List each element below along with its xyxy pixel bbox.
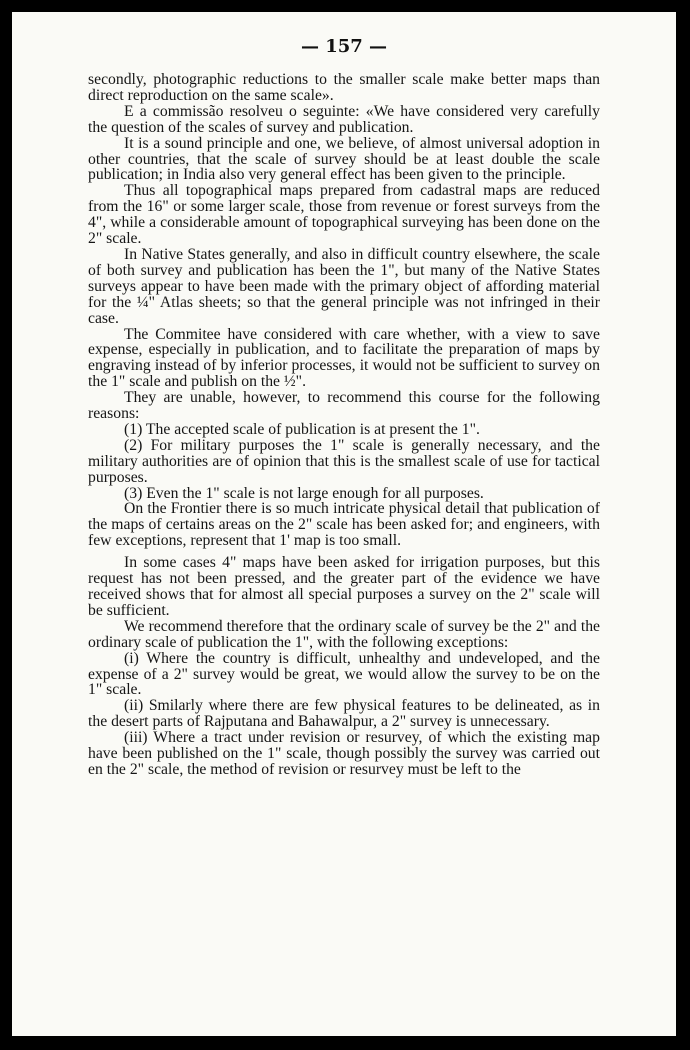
paragraph: It is a sound principle and one, we believe, of almost universal adoption in other countries, that the scale of survey should be at least double the scale publication; in India also very general effect has been given to the principle.: [88, 134, 600, 184]
paragraph: (1) The accepted scale of publication is at present the 1".: [124, 420, 480, 438]
paragraph: (2) For military purposes the 1" scale is generally necessary, and the military authorities are of opinion that this is the smallest scale of use for tactical purposes.: [88, 436, 600, 486]
paragraph: (iii) Where a tract under revision or resurvey, of which the existing map have been published on the 1" scale, though possibly the survey was carried out en the 2" scale, the method of revision or resurvey must be left to the: [88, 729, 600, 778]
paragraph: On the Frontier there is so much intricate physical detail that publication of the maps of certains areas on the 2" scale has been asked for; and engineers, with few exceptions, represent that 1' map is too small.: [88, 500, 600, 550]
paragraph: (ii) Smilarly where there are few physical features to be delineated, as in the desert parts of Rajputana and Bahawalpur, a 2" survey is unnecessary.: [88, 697, 600, 731]
paragraph: In Native States generally, and also in difficult country elsewhere, the scale of both survey and publication has been the 1", but many of the Native States surveys appear to have been made with the primary object of affording material for the ¼" Atlas sheets; so that the general principle was not infringed in their case.: [88, 245, 600, 327]
paragraph: They are unable, however, to recommend this course for the following reasons:: [88, 389, 600, 423]
paragraph: Thus all topographical maps prepared from cadastral maps are reduced from the 16" or some larger scale, those from revenue or forest surveys from the 4", while a considerable amount of topographical surveying has been done on the 2" scale.: [88, 182, 600, 248]
document-page: [12, 12, 676, 1036]
paragraph: E a commissão resolveu o seguinte: «We have considered very carefully the question of the scales of survey and publication.: [88, 102, 600, 136]
paragraph: (3) Even the 1" scale is not large enough for all purposes.: [124, 484, 484, 502]
paragraph: (i) Where the country is difficult, unhealthy and undeveloped, and the expense of a 2" survey would be great, we would allow the survey to be on the 1" scale.: [88, 649, 600, 699]
paragraph: We recommend therefore that the ordinary scale of survey be the 2" and the ordinary scale of publication the 1", with the following exceptions:: [88, 617, 600, 651]
page-number: — 157 —: [300, 36, 388, 57]
paragraph: The Commitee have considered with care whether, with a view to save expense, especially in publication, and to facilitate the preparation of maps by engraving instead of by inferior processes, it would not be sufficient to survey on the 1" scale and publish on the ½".: [88, 325, 600, 391]
paragraph: In some cases 4" maps have been asked for irrigation purposes, but this request has not been pressed, and the greater part of the evidence we have received shows that for almost all special purposes a survey on the 2" scale will be sufficient.: [88, 554, 600, 619]
body-text: [88, 72, 600, 778]
paragraph: secondly, photographic reductions to the smaller scale make better maps than direct reproduction on the same scale».: [88, 71, 600, 104]
